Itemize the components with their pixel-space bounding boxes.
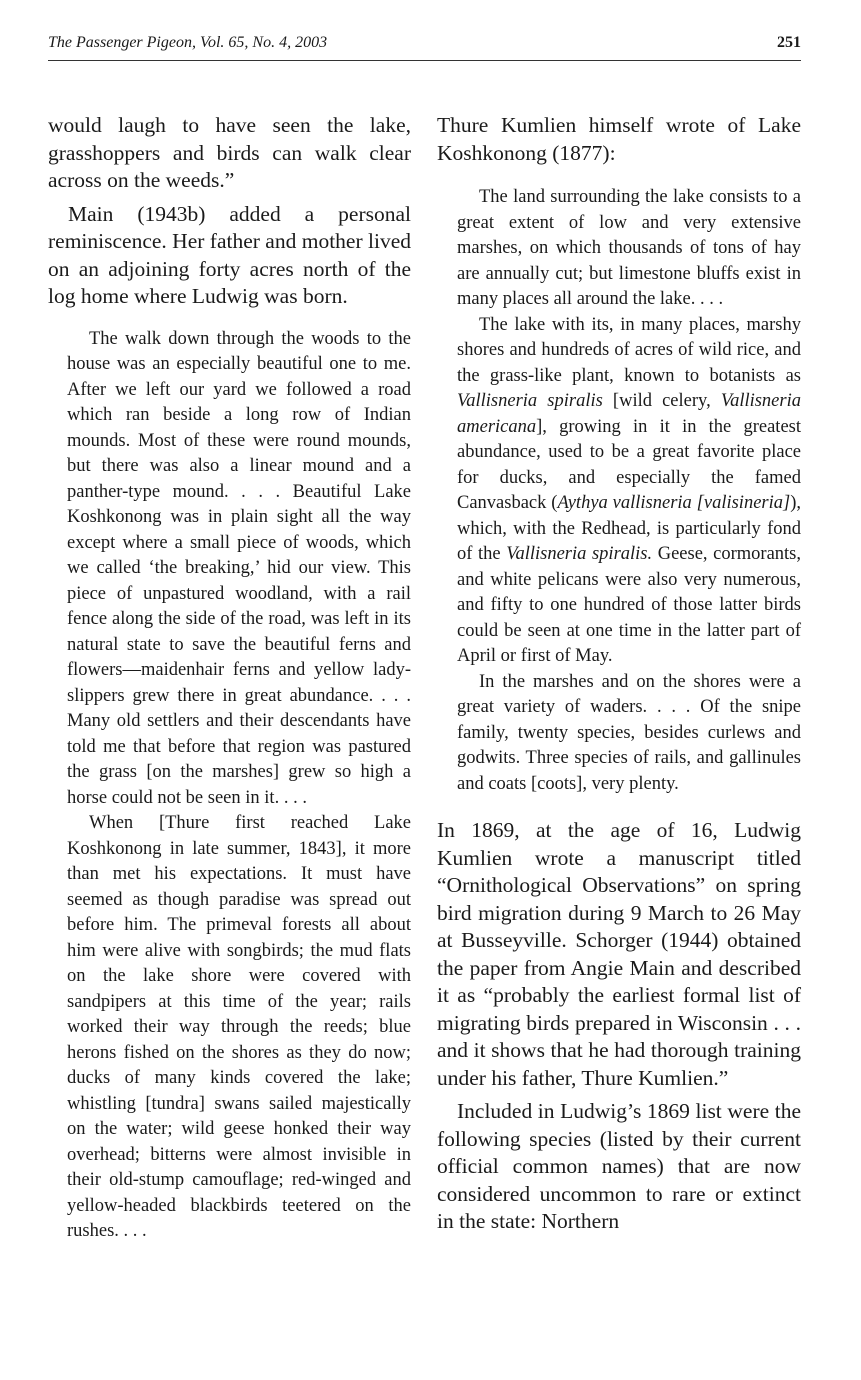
quote-paragraph: The land surrounding the lake consists to a great extent of low and very extensive marshes, on which thousands of tons of hay are annually cut; but limestone bluffs exist in many places all around the lake. . . . xyxy=(457,187,801,309)
body-paragraph: Included in Ludwig’s 1869 list were the following species (listed by their current official common names) that are now considered uncommon to rare or extinct in the state: Northern xyxy=(437,1099,801,1233)
body-paragraph: Thure Kumlien himself wrote of Lake Koshkonong (1877): xyxy=(437,113,801,165)
body-paragraph: Main (1943b) added a personal reminiscence. Her father and mother lived on an adjoining forty acres north of the log home where Ludwig was born. xyxy=(48,201,411,308)
quote-text: [wild celery, xyxy=(602,391,721,411)
quote-text: ), which, with the Redhead, is particularly fond of the xyxy=(457,493,801,564)
body-paragraph: would laugh to have seen the lake, grasshoppers and birds can walk clear across on the weeds.” xyxy=(48,113,411,192)
quote-text: ], growing in it in the greatest abundance, used to be a great favorite place for ducks, and especially the famed Canvasback ( xyxy=(457,416,801,513)
running-header xyxy=(48,32,801,61)
body-paragraph: In 1869, at the age of 16, Ludwig Kumlien wrote a manuscript titled “Ornithological Observations” on spring bird migration during 9 March to 26 May at Busseyville. Schorger (1944) obtained the paper from Angie Main and described it as “probably the earliest formal list of migrating birds prepared in Wisconsin . . . and it shows that he had thorough training under his father, Thure Kumlien.” xyxy=(437,818,801,1090)
block-quote xyxy=(67,327,411,1245)
species-name: Aythya vallisneria [valisineria] xyxy=(557,493,791,513)
quote-paragraph: The walk down through the woods to the house was an especially beautiful one to me. After we left our yard we followed a road which ran beside a long row of Indian mounds. Most of these were round mounds, but there was also a linear mound and a panther-type mound. . . . Beautiful Lake Koshkonong was in plain sight all the way except where a small piece of woods, which we called ‘the breaking,’ hid our view. This piece of unpastured woodland, with a rail fence along the side of the road, was left in its natural state to save the beautiful ferns and flowers—maidenhair ferns and yellow lady-slippers grew there in great abundance. . . . Many old settlers and their descendants have told me that before that region was pastured the grass [on the marshes] grew so high a horse could not be seen in it. . . . xyxy=(67,328,411,808)
quote-text: Geese, cormorants, and white pelicans were also very numerous, and fifty to one hundred of those latter birds could be seen at one time in the latter part of April or first of May. xyxy=(457,544,802,666)
right-column xyxy=(437,112,801,1236)
species-name: Vallisneria americana xyxy=(457,391,801,437)
left-column xyxy=(48,112,411,1265)
quote-paragraph: In the marshes and on the shores were a great variety of waders. . . . Of the snipe family, twenty species, besides curlews and godwits. Three species of rails, and gallinules and coats [coots], very plenty. xyxy=(457,671,801,794)
page-number: 251 xyxy=(777,34,801,51)
quote-text: The lake with its, in many places, marshy shores and hundreds of acres of wild rice, and the grass-like plant, known to botanists as xyxy=(457,314,801,386)
quote-paragraph xyxy=(457,313,801,670)
journal-title: The Passenger Pigeon, Vol. 65, No. 4, 2003 xyxy=(48,34,328,51)
block-quote xyxy=(457,185,801,797)
quote-paragraph: When [Thure first reached Lake Koshkonong in late summer, 1843], it more than met his expectations. It must have seemed as though paradise was spread out before him. The primeval forests all about him were alive with songbirds; the mud flats on the lake shore were covered with sandpipers at this time of the year; rails worked their way through the reeds; blue herons fished on the shores as they do now; ducks of many kinds covered the lake; whistling [tundra] swans sailed majestically on the water; wild geese honked their way overhead; bitterns were almost invisible in their old-stump camouflage; red-winged and yellow-headed blackbirds teetered on the rushes. . . . xyxy=(67,813,411,1241)
species-name: Vallisneria spiralis. xyxy=(506,544,653,564)
species-name: Vallisneria spiralis xyxy=(457,391,603,411)
